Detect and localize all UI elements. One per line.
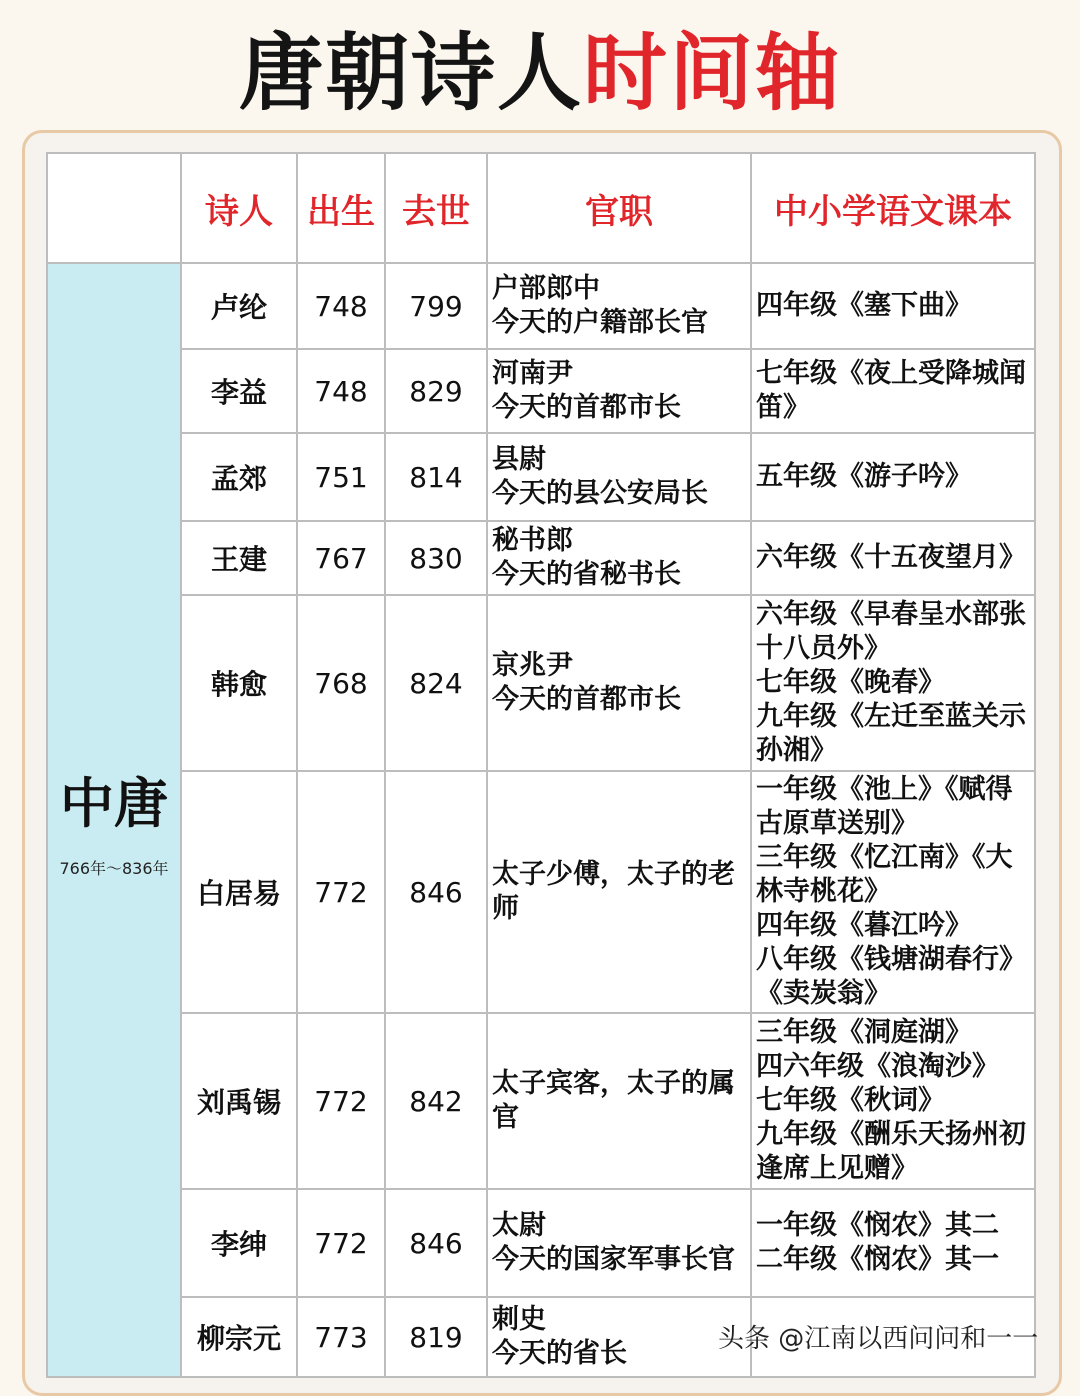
- table-row: [47, 349, 1035, 433]
- textbook-line: 三年级《洞庭湖》: [756, 1017, 972, 1048]
- textbook-line: 三年级《忆江南》《大林寺桃花》: [756, 842, 1013, 907]
- born-year: 751: [297, 433, 385, 521]
- office-line: 太尉: [492, 1210, 546, 1241]
- died-year: 830: [385, 521, 487, 595]
- office-cell: [487, 433, 751, 521]
- died-year: 814: [385, 433, 487, 521]
- textbook-cell: [751, 595, 1035, 771]
- table-row: [47, 1189, 1035, 1297]
- header-corner: [47, 153, 181, 263]
- born-year: 768: [297, 595, 385, 771]
- textbook-line: 四六年级《浪淘沙》: [756, 1051, 999, 1082]
- office-line: 京兆尹: [492, 650, 573, 681]
- textbook-line: 八年级《钱塘湖春行》《卖炭翁》: [756, 944, 1026, 1009]
- table-row: [47, 433, 1035, 521]
- watermark: 头条 @江南以西问问和一一: [718, 1324, 1039, 1354]
- textbook-cell: [751, 771, 1035, 1013]
- died-year: 799: [385, 263, 487, 349]
- textbook-line: 五年级《游子吟》: [756, 461, 972, 492]
- textbook-cell: [751, 349, 1035, 433]
- office-line: 今天的省秘书长: [492, 559, 681, 590]
- header-row: [47, 153, 1035, 263]
- office-line: 今天的首都市长: [492, 684, 681, 715]
- header-born: 出生: [297, 153, 385, 263]
- died-year: 846: [385, 771, 487, 1013]
- page-title: [0, 18, 1080, 128]
- poet-name: 白居易: [181, 771, 297, 1013]
- poet-name: 刘禹锡: [181, 1013, 297, 1189]
- office-cell: [487, 349, 751, 433]
- textbook-line: 七年级《秋词》: [756, 1085, 945, 1116]
- textbook-line: 四年级《暮江吟》: [756, 910, 972, 941]
- header-textbook: 中小学语文课本: [751, 153, 1035, 263]
- office-line: 河南尹: [492, 358, 573, 389]
- poet-name: 孟郊: [181, 433, 297, 521]
- header-died: 去世: [385, 153, 487, 263]
- poet-name: 李绅: [181, 1189, 297, 1297]
- textbook-line: 一年级《悯农》其二: [756, 1210, 999, 1241]
- died-year: 846: [385, 1189, 487, 1297]
- poet-name: 王建: [181, 521, 297, 595]
- office-line: 今天的县公安局长: [492, 478, 708, 509]
- died-year: 829: [385, 349, 487, 433]
- office-cell: [487, 1013, 751, 1189]
- textbook-cell: [751, 1013, 1035, 1189]
- textbook-line: 九年级《酬乐天扬州初逢席上见赠》: [756, 1119, 1026, 1184]
- born-year: 773: [297, 1297, 385, 1377]
- table-row: [47, 1013, 1035, 1189]
- office-line: 太子宾客，太子的属官: [492, 1068, 735, 1133]
- table-row: [47, 771, 1035, 1013]
- textbook-line: 六年级《早春呈水部张十八员外》: [756, 599, 1026, 664]
- office-line: 刺史: [492, 1304, 546, 1335]
- textbook-cell: [751, 521, 1035, 595]
- office-cell: [487, 263, 751, 349]
- poet-name: 柳宗元: [181, 1297, 297, 1377]
- poet-name: 卢纶: [181, 263, 297, 349]
- office-line: 秘书郎: [492, 525, 573, 556]
- era-name: 中唐: [60, 772, 168, 835]
- office-line: 太子少傅，太子的老师: [492, 859, 735, 924]
- textbook-line: 七年级《夜上受降城闻笛》: [756, 358, 1026, 423]
- office-cell: [487, 1189, 751, 1297]
- office-cell: [487, 771, 751, 1013]
- died-year: 842: [385, 1013, 487, 1189]
- textbook-line: 九年级《左迁至蓝关示孙湘》: [756, 701, 1026, 766]
- died-year: 824: [385, 595, 487, 771]
- born-year: 748: [297, 349, 385, 433]
- title-part-black: 唐朝诗人: [238, 24, 583, 122]
- born-year: 772: [297, 1189, 385, 1297]
- office-line: 今天的户籍部长官: [492, 307, 708, 338]
- poet-name: 李益: [181, 349, 297, 433]
- table-row: [47, 595, 1035, 771]
- office-cell: [487, 1297, 751, 1377]
- textbook-cell: [751, 433, 1035, 521]
- born-year: 772: [297, 771, 385, 1013]
- textbook-line: 六年级《十五夜望月》: [756, 542, 1026, 573]
- office-cell: [487, 595, 751, 771]
- office-line: 今天的省长: [492, 1338, 627, 1369]
- table-row: [47, 521, 1035, 595]
- poet-table: [46, 152, 1039, 1378]
- textbook-cell: [751, 263, 1035, 349]
- born-year: 748: [297, 263, 385, 349]
- office-line: 户部郎中: [492, 273, 600, 304]
- era-cell: [47, 263, 181, 1377]
- born-year: 772: [297, 1013, 385, 1189]
- office-line: 县尉: [492, 444, 546, 475]
- textbook-line: 七年级《晚春》: [756, 667, 945, 698]
- office-cell: [487, 521, 751, 595]
- born-year: 767: [297, 521, 385, 595]
- title-part-red: 时间轴: [583, 24, 842, 122]
- era-range: 766年～836年: [59, 859, 169, 878]
- office-line: 今天的国家军事长官: [492, 1244, 735, 1275]
- textbook-line: 四年级《塞下曲》: [756, 290, 972, 321]
- textbook-cell: [751, 1189, 1035, 1297]
- office-line: 今天的首都市长: [492, 392, 681, 423]
- table-row: [47, 263, 1035, 349]
- died-year: 819: [385, 1297, 487, 1377]
- textbook-line: 一年级《池上》《赋得古原草送别》: [756, 774, 1013, 839]
- header-office: 官职: [487, 153, 751, 263]
- header-poet: 诗人: [181, 153, 297, 263]
- textbook-line: 二年级《悯农》其一: [756, 1244, 999, 1275]
- poet-name: 韩愈: [181, 595, 297, 771]
